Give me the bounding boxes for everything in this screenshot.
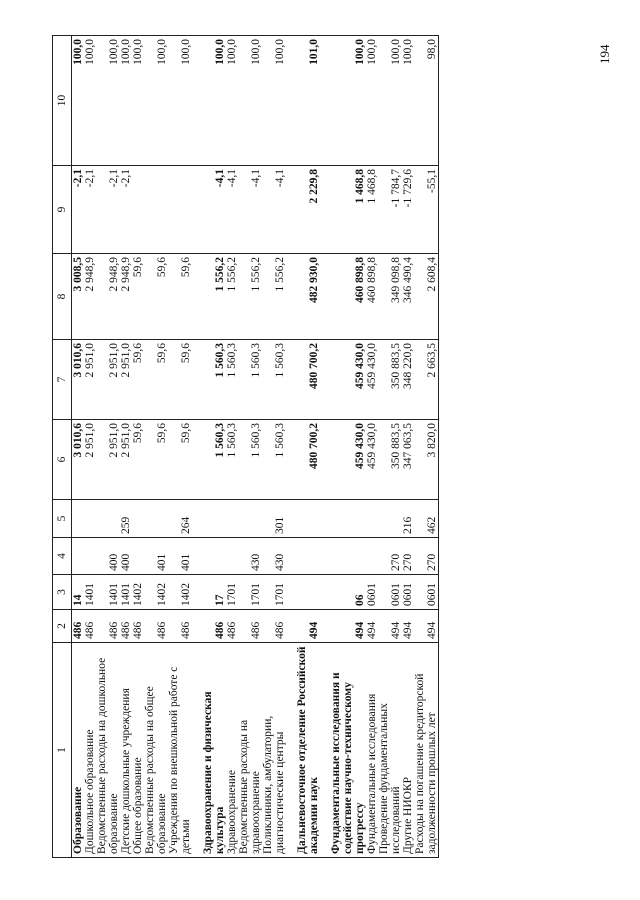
spacer-cell (320, 500, 330, 538)
table-cell: 100,0 (132, 36, 144, 166)
spacer-cell (320, 36, 330, 166)
table-cell (84, 538, 96, 575)
table-cell: 347 063,5 (402, 420, 414, 500)
table-row (262, 36, 286, 858)
table-cell: 216 (402, 500, 414, 538)
table-cell: 1401 (84, 575, 96, 610)
table-cell: 100,0 (226, 36, 238, 166)
row-label-cell: Поликлиники, амбулатории, диагностические центры (262, 643, 286, 858)
table-cell: 101,0 (296, 36, 320, 166)
table-row (144, 36, 168, 858)
table-cell (378, 500, 402, 538)
spacer-cell (286, 420, 296, 500)
page-number: 194 (597, 44, 612, 64)
spacer-cell (320, 420, 330, 500)
table-cell: 1 560,3 (226, 420, 238, 500)
table-cell: 2 608,4 (414, 254, 439, 340)
spacer-cell (286, 500, 296, 538)
row-spacer (320, 36, 330, 858)
table-cell (168, 166, 192, 254)
table-cell: 482 930,0 (296, 254, 320, 340)
table-cell: 59,6 (132, 420, 144, 500)
table-cell: 59,6 (132, 340, 144, 420)
table-cell: 494 (378, 610, 402, 643)
table-cell: 2 951,0 (96, 420, 120, 500)
table-cell: 59,6 (168, 420, 192, 500)
table-body (72, 36, 439, 858)
table-cell: 486 (84, 610, 96, 643)
table-cell: 459 430,0 (366, 340, 378, 420)
spacer-cell (286, 575, 296, 610)
table-cell: -4,1 (262, 166, 286, 254)
table-cell: 494 (330, 610, 366, 643)
spacer-cell (192, 575, 202, 610)
table-cell: 1 468,8 (330, 166, 366, 254)
table-cell: 270 (414, 538, 439, 575)
table-cell: 350 883,5 (378, 420, 402, 500)
table-cell: 100,0 (330, 36, 366, 166)
table-row (414, 36, 439, 858)
table-cell (296, 575, 320, 610)
spacer-cell (192, 420, 202, 500)
table-row (402, 36, 414, 858)
table-cell: 401 (144, 538, 168, 575)
budget-table (52, 35, 439, 858)
table-cell: 460 898,8 (330, 254, 366, 340)
header-row (53, 36, 72, 858)
table-cell: -1 784,7 (378, 166, 402, 254)
table-cell: -55,1 (414, 166, 439, 254)
column-header: 6 (53, 420, 72, 500)
table-cell: 100,0 (378, 36, 402, 166)
table-cell: 14 (72, 575, 85, 610)
table-cell: 100,0 (202, 36, 226, 166)
table-cell: 459 430,0 (330, 340, 366, 420)
table-cell: 459 430,0 (330, 420, 366, 500)
row-label-cell: Проведение фундаментальных исследований (378, 643, 402, 858)
table-cell: 1701 (262, 575, 286, 610)
table-row (366, 36, 378, 858)
table-cell: 460 898,8 (366, 254, 378, 340)
table-cell: 100,0 (168, 36, 192, 166)
table-cell: 1 468,8 (366, 166, 378, 254)
table-cell: 3 008,5 (72, 254, 85, 340)
column-header: 9 (53, 166, 72, 254)
table-cell: 3 010,6 (72, 420, 85, 500)
column-header: 8 (53, 254, 72, 340)
table-cell: 59,6 (144, 420, 168, 500)
row-label-cell: Детские дошкольные учреждения (120, 643, 132, 858)
table-cell: 100,0 (120, 36, 132, 166)
table-cell: 59,6 (168, 254, 192, 340)
table-cell: 59,6 (144, 340, 168, 420)
table-cell: 462 (414, 500, 439, 538)
table-cell (238, 500, 262, 538)
table-cell: 1 556,2 (226, 254, 238, 340)
row-label-cell: Здравоохранение и физическая культура (202, 643, 226, 858)
table-cell: 59,6 (168, 340, 192, 420)
table-row (168, 36, 192, 858)
column-header: 7 (53, 340, 72, 420)
table-cell: 100,0 (72, 36, 85, 166)
spacer-cell (286, 166, 296, 254)
table-cell: 1 560,3 (226, 340, 238, 420)
table-cell: 494 (296, 610, 320, 643)
spacer-cell (192, 340, 202, 420)
table-cell: 100,0 (402, 36, 414, 166)
row-label-cell: Дошкольное образование (84, 643, 96, 858)
table-cell: 480 700,2 (296, 340, 320, 420)
spacer-cell (286, 610, 296, 643)
table-cell: 494 (414, 610, 439, 643)
table-cell (96, 500, 120, 538)
table-cell: 430 (238, 538, 262, 575)
table-cell: 1402 (132, 575, 144, 610)
table-cell: 0601 (414, 575, 439, 610)
table-cell (330, 500, 366, 538)
table-cell: 17 (202, 575, 226, 610)
table-cell: 259 (120, 500, 132, 538)
table-cell: 3 010,6 (72, 340, 85, 420)
table-cell: 100,0 (96, 36, 120, 166)
table-cell (72, 538, 85, 575)
row-label-cell: Фундаментальные исследования (366, 643, 378, 858)
table-cell: 1 560,3 (238, 420, 262, 500)
table-cell (296, 538, 320, 575)
table-cell: 2 948,9 (96, 254, 120, 340)
spacer-cell (192, 610, 202, 643)
table-container (52, 36, 588, 858)
table-cell: 348 220,0 (402, 340, 414, 420)
column-header: 1 (53, 643, 72, 858)
table-cell (330, 538, 366, 575)
table-cell: 98,0 (414, 36, 439, 166)
table-cell: 1401 (96, 575, 120, 610)
table-cell: -2,1 (72, 166, 85, 254)
table-cell: 59,6 (144, 254, 168, 340)
table-cell: 400 (96, 538, 120, 575)
table-cell: 401 (168, 538, 192, 575)
row-label-cell: Дальневосточное отделение Российской академии наук (296, 643, 320, 858)
table-cell (132, 166, 144, 254)
spacer-cell (320, 538, 330, 575)
table-cell: 1701 (226, 575, 238, 610)
spacer-cell (192, 166, 202, 254)
table-cell: 2 951,0 (120, 340, 132, 420)
spacer-cell (320, 610, 330, 643)
table-cell: -2,1 (120, 166, 132, 254)
table-cell: 494 (402, 610, 414, 643)
table-cell: 486 (144, 610, 168, 643)
spacer-cell (320, 166, 330, 254)
table-row (120, 36, 132, 858)
table-row (202, 36, 226, 858)
table-cell: 2 951,0 (84, 340, 96, 420)
spacer-cell (192, 538, 202, 575)
spacer-cell (286, 643, 296, 858)
table-cell: 100,0 (366, 36, 378, 166)
row-label-cell: Общее образование (132, 643, 144, 858)
table-cell: 100,0 (144, 36, 168, 166)
spacer-cell (286, 340, 296, 420)
table-row (226, 36, 238, 858)
row-label-cell: Образование (72, 643, 85, 858)
table-cell: 486 (226, 610, 238, 643)
table-cell: 100,0 (262, 36, 286, 166)
table-cell: 1 556,2 (262, 254, 286, 340)
table-cell (366, 538, 378, 575)
table-cell: 486 (168, 610, 192, 643)
table-cell (72, 500, 85, 538)
table-cell: 480 700,2 (296, 420, 320, 500)
table-cell: 1 560,3 (202, 420, 226, 500)
table-row (132, 36, 144, 858)
row-label-cell: Ведомственные расходы на дошкольное образование (96, 643, 120, 858)
table-cell (226, 538, 238, 575)
table-cell: 1 560,3 (238, 340, 262, 420)
spacer-cell (320, 643, 330, 858)
table-cell: 2 663,5 (414, 340, 439, 420)
table-cell: 1402 (144, 575, 168, 610)
row-spacer (192, 36, 202, 858)
table-cell: -4,1 (202, 166, 226, 254)
table-cell: 486 (96, 610, 120, 643)
row-label-cell: Учреждения по внешкольной работе с детьми (168, 643, 192, 858)
spacer-cell (286, 36, 296, 166)
table-cell (366, 500, 378, 538)
table-cell: 2 951,0 (96, 340, 120, 420)
table-cell: 1402 (168, 575, 192, 610)
table-cell: 270 (378, 538, 402, 575)
spacer-cell (192, 254, 202, 340)
table-row (84, 36, 96, 858)
table-cell: 486 (120, 610, 132, 643)
table-cell (202, 500, 226, 538)
table-cell: 264 (168, 500, 192, 538)
column-header: 3 (53, 575, 72, 610)
table-row (330, 36, 366, 858)
table-cell (296, 500, 320, 538)
table-cell: 0601 (366, 575, 378, 610)
spacer-cell (192, 500, 202, 538)
table-cell (144, 166, 168, 254)
column-header: 4 (53, 538, 72, 575)
table-cell: -4,1 (238, 166, 262, 254)
table-cell: 350 883,5 (378, 340, 402, 420)
table-cell: -2,1 (84, 166, 96, 254)
column-header: 2 (53, 610, 72, 643)
row-label-cell: Ведомственные расходы на общее образование (144, 643, 168, 858)
table-cell: -1 729,6 (402, 166, 414, 254)
table-cell (226, 500, 238, 538)
table-cell: 400 (120, 538, 132, 575)
row-label-cell: Здравоохранение (226, 643, 238, 858)
table-cell: 346 490,4 (402, 254, 414, 340)
spacer-cell (320, 254, 330, 340)
table-cell: 2 951,0 (120, 420, 132, 500)
table-cell: -2,1 (96, 166, 120, 254)
table-cell: 3 820,0 (414, 420, 439, 500)
table-cell: 2 948,9 (84, 254, 96, 340)
table-cell: 06 (330, 575, 366, 610)
table-cell: 430 (262, 538, 286, 575)
table-cell (132, 538, 144, 575)
table-cell: 1401 (120, 575, 132, 610)
table-cell: 1 560,3 (202, 340, 226, 420)
table-cell (132, 500, 144, 538)
table-row (72, 36, 85, 858)
table-cell: 494 (366, 610, 378, 643)
table-cell (84, 500, 96, 538)
spacer-cell (320, 340, 330, 420)
table-cell: 270 (402, 538, 414, 575)
table-cell (144, 500, 168, 538)
spacer-cell (286, 538, 296, 575)
table-cell: 1 560,3 (262, 340, 286, 420)
table-cell: 100,0 (84, 36, 96, 166)
table-row (378, 36, 402, 858)
table-cell: 2 951,0 (84, 420, 96, 500)
table-cell: 1 556,2 (238, 254, 262, 340)
table-cell: 2 229,8 (296, 166, 320, 254)
table-cell: 301 (262, 500, 286, 538)
table-cell: 59,6 (132, 254, 144, 340)
table-cell: 1701 (238, 575, 262, 610)
table-cell (202, 538, 226, 575)
spacer-cell (192, 643, 202, 858)
column-header: 10 (53, 36, 72, 166)
column-header: 5 (53, 500, 72, 538)
table-row (96, 36, 120, 858)
table-cell: 0601 (378, 575, 402, 610)
table-cell: -4,1 (226, 166, 238, 254)
table-row (296, 36, 320, 858)
row-spacer (286, 36, 296, 858)
row-label-cell: Расходы на погашение кредиторской задолженности прошлых лет (414, 643, 439, 858)
table-cell: 2 948,9 (120, 254, 132, 340)
row-label-cell: Фундаментальные исследования и содействие научно-техническому прогрессу (330, 643, 366, 858)
spacer-cell (320, 575, 330, 610)
spacer-cell (192, 36, 202, 166)
table-cell: 486 (238, 610, 262, 643)
row-label-cell: Другие НИОКР (402, 643, 414, 858)
table-cell: 486 (72, 610, 85, 643)
table-cell: 486 (202, 610, 226, 643)
spacer-cell (286, 254, 296, 340)
table-cell: 1 556,2 (202, 254, 226, 340)
table-cell: 349 098,8 (378, 254, 402, 340)
row-label-cell: Ведомственные расходы на здравоохранение (238, 643, 262, 858)
table-row (238, 36, 262, 858)
table-cell: 486 (132, 610, 144, 643)
table-cell: 100,0 (238, 36, 262, 166)
table-cell: 459 430,0 (366, 420, 378, 500)
table-cell: 1 560,3 (262, 420, 286, 500)
table-cell: 0601 (402, 575, 414, 610)
table-cell: 486 (262, 610, 286, 643)
